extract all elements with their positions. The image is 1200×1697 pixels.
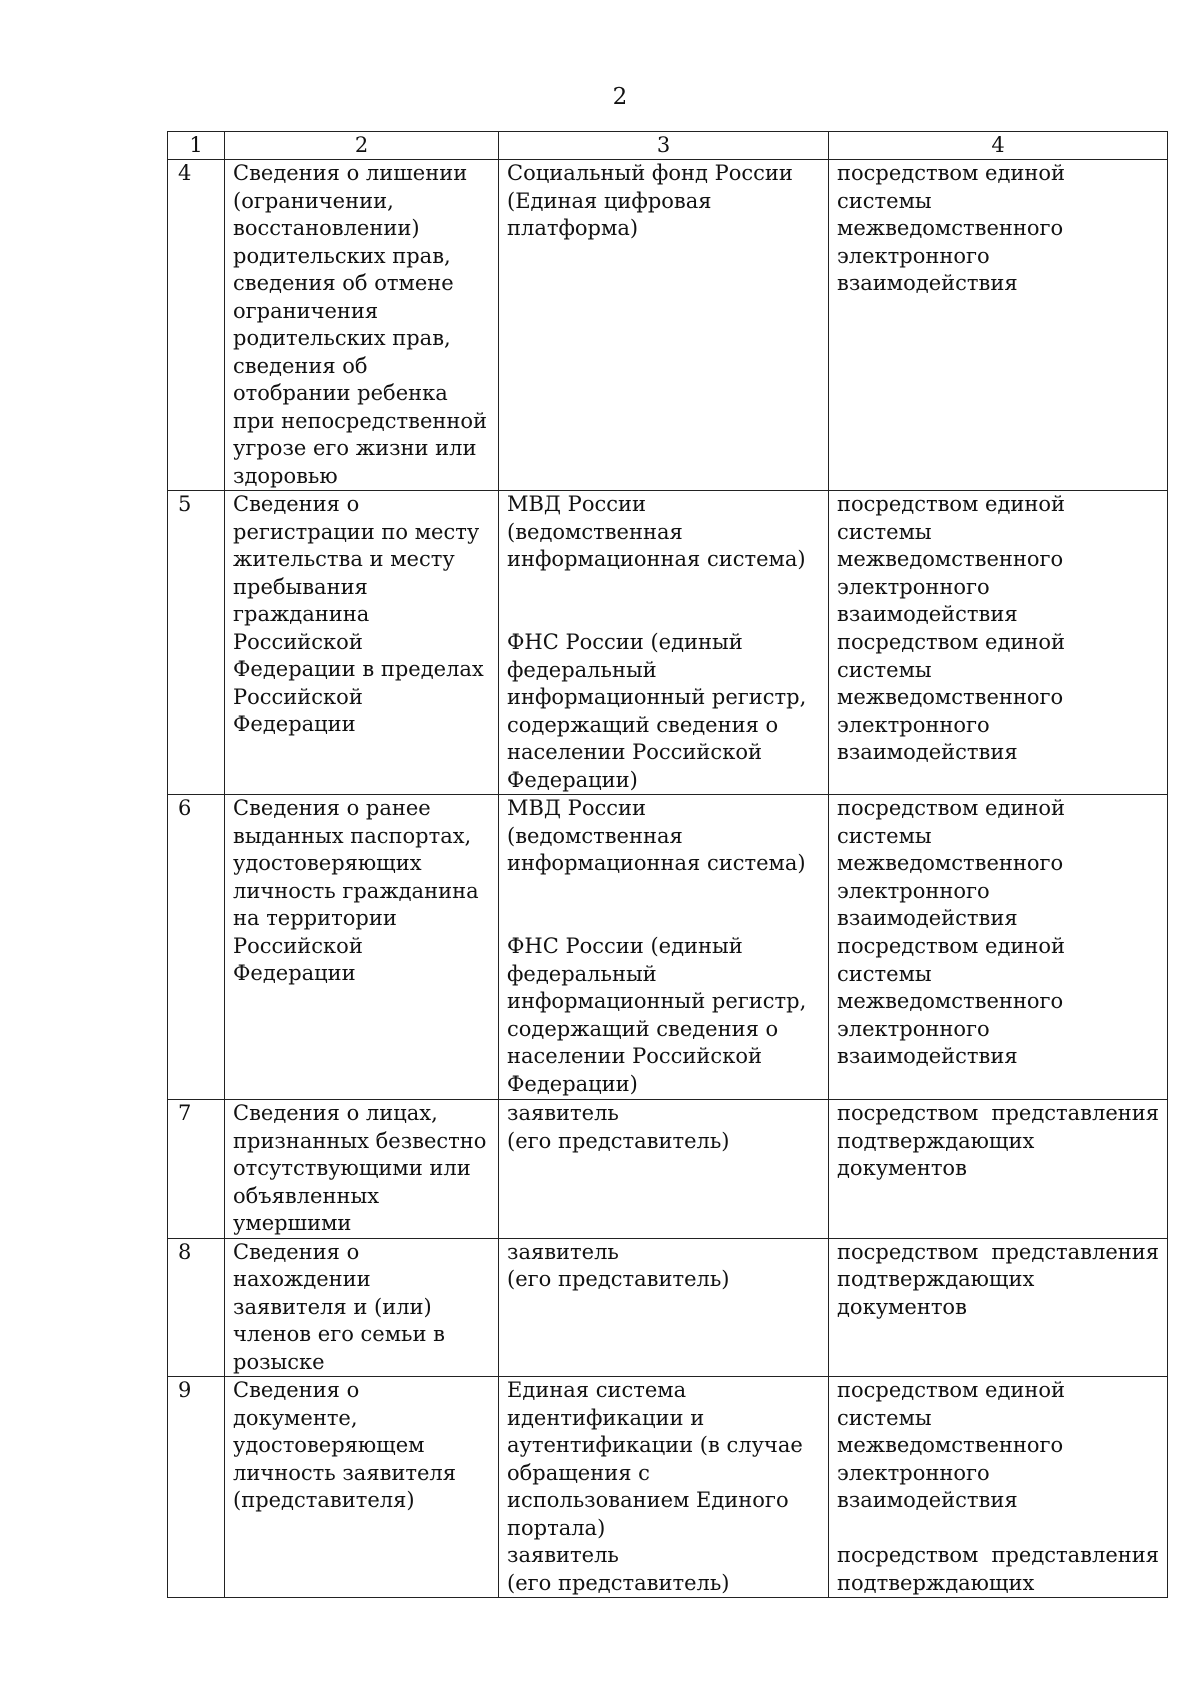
source-text: Единая система идентификации и аутентификации (в случае обращения с использованием Единого портала) bbox=[507, 1378, 803, 1540]
method-line: подтверждающих bbox=[837, 1570, 1035, 1595]
page-number: 2 bbox=[612, 84, 628, 110]
data-table bbox=[167, 131, 1168, 1598]
method-cell bbox=[829, 1238, 1168, 1377]
row-number: 7 bbox=[168, 1100, 225, 1239]
source-text: ФНС России (единый федеральный информационный регистр, содержащий сведения о населении Российской Федерации) bbox=[507, 934, 807, 1096]
method-text: посредством единой системы межведомственного электронного взаимодействия bbox=[837, 796, 1066, 930]
method-cell bbox=[829, 1377, 1168, 1598]
column-header-2: 2 bbox=[225, 132, 499, 160]
info-cell: Сведения о лишении (ограничении, восстановлении) родительских прав, сведения об отмене ограничения родительских прав, сведения об отобрании ребенка при непосредственной угрозе его жизни или здоровью bbox=[225, 160, 499, 491]
method-cell bbox=[829, 795, 1168, 1100]
method-line: посредством представления bbox=[837, 1239, 1159, 1264]
row-number: 8 bbox=[168, 1238, 225, 1377]
source-line: (его представитель) bbox=[507, 1128, 730, 1153]
table-row bbox=[168, 1100, 1168, 1239]
info-cell: Сведения о нахождении заявителя и (или) членов его семьи в розыске bbox=[225, 1238, 499, 1377]
column-header-4: 4 bbox=[829, 132, 1168, 160]
source-cell bbox=[499, 795, 829, 1100]
method-line: посредством представления bbox=[837, 1543, 1159, 1567]
info-cell: Сведения о регистрации по месту жительства и месту пребывания гражданина Российской Федерации в пределах Российской Федерации bbox=[225, 491, 499, 795]
row-number: 9 bbox=[168, 1377, 225, 1598]
method-text: посредством единой системы межведомственного электронного взаимодействия bbox=[837, 630, 1066, 764]
source-cell bbox=[499, 160, 829, 491]
source-text: МВД России (ведомственная информационная система) bbox=[507, 796, 806, 875]
table-row bbox=[168, 1377, 1168, 1598]
table-row bbox=[168, 795, 1168, 1100]
info-cell: Сведения о ранее выданных паспортах, удостоверяющих личность гражданина на территории Российской Федерации bbox=[225, 795, 499, 1100]
source-text: Социальный фонд России (Единая цифровая платформа) bbox=[507, 161, 793, 240]
method-text: посредством единой системы межведомственного электронного взаимодействия bbox=[837, 492, 1066, 626]
source-line: заявитель bbox=[507, 1543, 619, 1567]
source-cell bbox=[499, 1238, 829, 1377]
method-line: подтверждающих документов bbox=[837, 1267, 1035, 1319]
table-row bbox=[168, 1238, 1168, 1377]
method-text: посредством единой системы межведомственного электронного взаимодействия bbox=[837, 934, 1066, 1068]
row-number: 5 bbox=[168, 491, 225, 795]
info-cell: Сведения о лицах, признанных безвестно отсутствующими или объявленных умершими bbox=[225, 1100, 499, 1239]
method-cell bbox=[829, 160, 1168, 491]
source-line: заявитель bbox=[507, 1101, 619, 1125]
method-line: подтверждающих документов bbox=[837, 1128, 1035, 1180]
source-text: МВД России (ведомственная информационная система) bbox=[507, 492, 806, 571]
method-cell bbox=[829, 491, 1168, 795]
source-text: ФНС России (единый федеральный информационный регистр, содержащий сведения о населении Российской Федерации) bbox=[507, 630, 807, 792]
method-line: посредством представления bbox=[837, 1101, 1159, 1125]
source-cell bbox=[499, 1100, 829, 1239]
table-row bbox=[168, 491, 1168, 795]
info-cell: Сведения о документе, удостоверяющем личность заявителя (представителя) bbox=[225, 1377, 499, 1598]
header-row bbox=[168, 132, 1168, 160]
source-cell bbox=[499, 1377, 829, 1598]
source-cell bbox=[499, 491, 829, 795]
source-line: (его представитель) bbox=[507, 1570, 730, 1595]
method-text: посредством единой системы межведомственного электронного взаимодействия bbox=[837, 1378, 1066, 1512]
source-line: (его представитель) bbox=[507, 1267, 730, 1291]
table-row bbox=[168, 160, 1168, 491]
row-number: 4 bbox=[168, 160, 225, 491]
method-text: посредством единой системы межведомственного электронного взаимодействия bbox=[837, 161, 1066, 295]
row-number: 6 bbox=[168, 795, 225, 1100]
column-header-1: 1 bbox=[168, 132, 225, 160]
source-line: заявитель bbox=[507, 1239, 619, 1264]
method-cell bbox=[829, 1100, 1168, 1239]
column-header-3: 3 bbox=[499, 132, 829, 160]
